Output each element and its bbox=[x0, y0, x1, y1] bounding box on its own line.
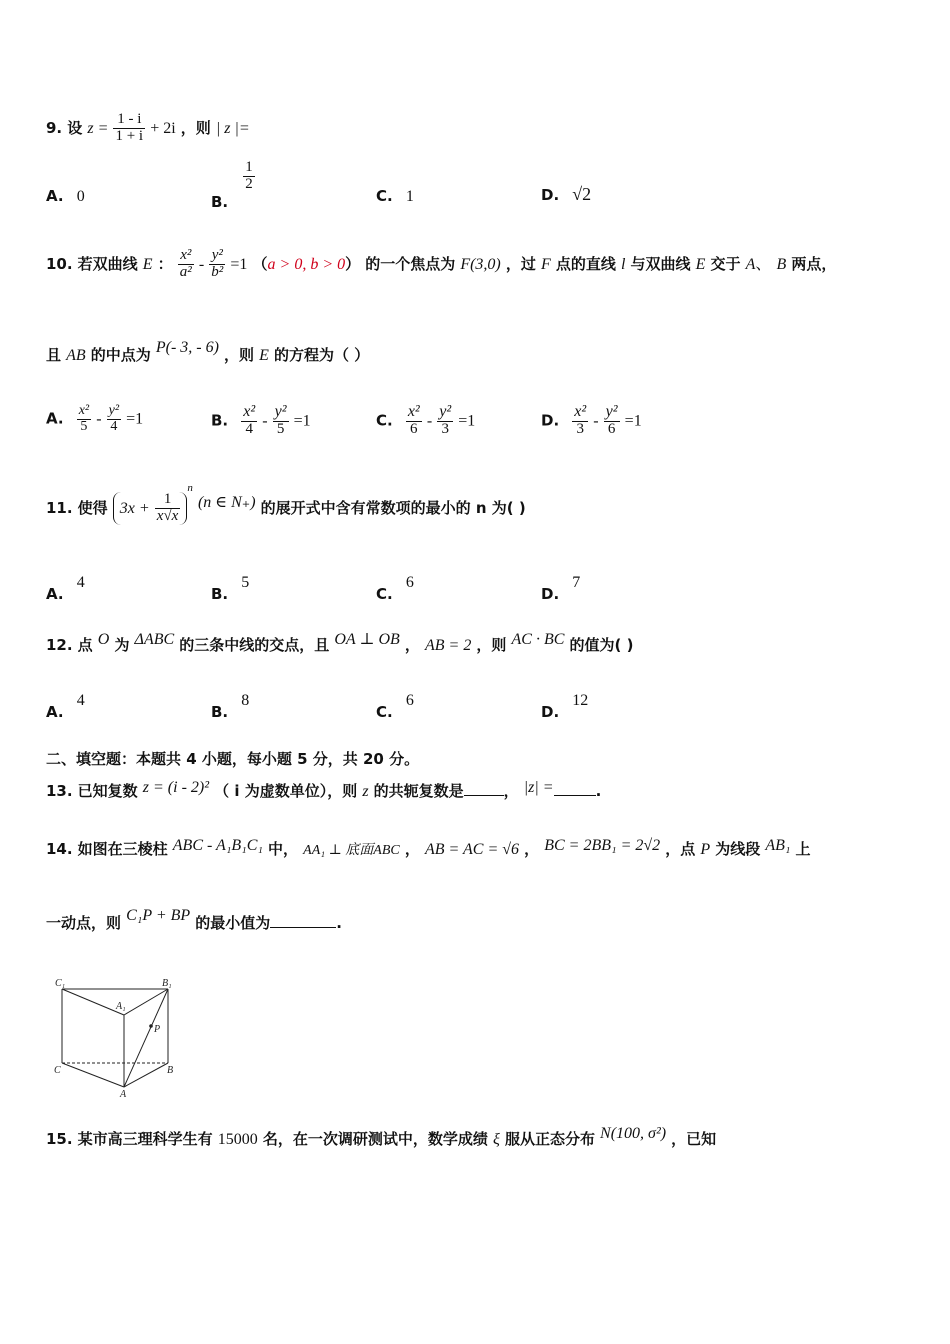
question-text: 两点， bbox=[791, 254, 837, 273]
frac-numerator: x² bbox=[574, 403, 587, 420]
separator: 、 bbox=[755, 255, 772, 273]
question-text: ，则 bbox=[476, 636, 507, 654]
question-14-line2 bbox=[46, 907, 342, 933]
option-c[interactable] bbox=[376, 690, 414, 721]
question-text: 的共轭复数是 bbox=[373, 782, 464, 800]
label-c1: C₁ bbox=[55, 978, 66, 989]
question-text: ，过 bbox=[505, 254, 536, 273]
question-text: 的展开式中含有常数项的最小的 n 为( ) bbox=[260, 498, 526, 517]
frac-denominator: 4 bbox=[245, 420, 253, 437]
fraction bbox=[572, 404, 588, 438]
option-letter: C. bbox=[376, 585, 393, 603]
math-expr: z bbox=[362, 783, 369, 800]
question-text: 的一个焦点为 bbox=[365, 254, 456, 273]
frac-numerator: 1 bbox=[155, 492, 181, 509]
edge-a1-b1 bbox=[124, 989, 168, 1015]
fraction bbox=[243, 160, 255, 193]
frac-denominator: 3 bbox=[441, 420, 449, 437]
question-text: ， bbox=[404, 840, 420, 858]
option-b[interactable] bbox=[211, 159, 255, 211]
question-text: 的最小值为 bbox=[195, 914, 271, 932]
math-expr: O bbox=[97, 631, 110, 648]
option-a[interactable] bbox=[46, 572, 85, 603]
option-letter: B. bbox=[211, 411, 229, 430]
fraction bbox=[77, 404, 91, 434]
question-text: （ bbox=[252, 254, 268, 273]
math-expr: - bbox=[198, 255, 205, 273]
frac-numerator: x² bbox=[243, 403, 256, 420]
question-13 bbox=[46, 780, 601, 801]
frac-numerator: y² bbox=[274, 403, 287, 420]
math-expr: l bbox=[620, 255, 626, 273]
question-text: 服从正态分布 bbox=[504, 1130, 595, 1148]
frac-denominator: x√x bbox=[156, 507, 179, 524]
frac-numerator: y² bbox=[439, 403, 452, 420]
answer-blank[interactable] bbox=[270, 927, 336, 928]
option-letter: A. bbox=[46, 409, 64, 428]
math-expr: ξ bbox=[492, 1131, 500, 1148]
option-value: 4 bbox=[76, 574, 85, 591]
question-12 bbox=[46, 631, 634, 655]
question-number: 11. bbox=[46, 498, 73, 517]
question-number: 15. bbox=[46, 1130, 73, 1148]
question-text: . bbox=[595, 782, 602, 800]
option-c[interactable] bbox=[376, 572, 414, 603]
option-letter: D. bbox=[541, 703, 560, 721]
question-number: 13. bbox=[46, 782, 73, 800]
math-expr: =1 bbox=[624, 412, 642, 430]
option-b[interactable] bbox=[211, 404, 311, 438]
math-expr: AB = 2 bbox=[424, 637, 472, 654]
question-text: 名，在一次调研测试中，数学成绩 bbox=[262, 1130, 488, 1148]
math-expr: E bbox=[695, 255, 706, 273]
math-expr: C₁P + BP bbox=[126, 907, 191, 924]
math-expr: E bbox=[142, 255, 153, 273]
option-letter: C. bbox=[376, 187, 393, 205]
math-expr: + 2i bbox=[150, 119, 176, 137]
frac-numerator: y² bbox=[108, 403, 120, 418]
question-text: 的方程为（ ） bbox=[274, 346, 370, 364]
edge-a-b bbox=[124, 1063, 168, 1087]
math-expr: =1 bbox=[293, 412, 311, 430]
option-c[interactable] bbox=[376, 404, 475, 438]
question-text: ，已知 bbox=[671, 1130, 717, 1148]
question-number: 9. bbox=[46, 118, 63, 137]
answer-blank[interactable] bbox=[554, 795, 596, 796]
math-expr: AA₁ ⊥ 底面ABC bbox=[303, 843, 400, 858]
option-value: 6 bbox=[405, 574, 414, 591]
math-expr: N(100, σ²) bbox=[600, 1125, 667, 1142]
math-expr: =1 bbox=[230, 255, 248, 273]
option-value: 4 bbox=[76, 692, 85, 709]
option-c[interactable] bbox=[376, 186, 414, 206]
frac-numerator: y² bbox=[209, 248, 225, 265]
frac-numerator: x² bbox=[178, 248, 194, 265]
condition: (n ∈ N₊) bbox=[197, 493, 256, 511]
frac-denominator: 3 bbox=[576, 420, 584, 437]
math-expr: =1 bbox=[458, 412, 476, 430]
label-a1: A₁ bbox=[116, 1001, 126, 1012]
question-text: 点 bbox=[77, 636, 93, 654]
question-text: 点的直线 bbox=[555, 254, 616, 273]
math-expr: ΔABC bbox=[134, 631, 175, 648]
math-expr: 3x + bbox=[119, 499, 150, 517]
question-text: ， bbox=[524, 840, 540, 858]
label-b: B bbox=[167, 1065, 174, 1076]
question-text: 某市高三理科学生有 bbox=[77, 1130, 213, 1148]
question-text: ，则 bbox=[180, 118, 211, 137]
condition: a > 0, b > 0 bbox=[267, 255, 346, 273]
question-number: 12. bbox=[46, 636, 73, 654]
edge-c-a bbox=[62, 1063, 124, 1087]
section-title: 二、填空题：本题共 4 小题，每小题 5 分，共 20 分。 bbox=[46, 750, 420, 768]
option-letter: A. bbox=[46, 187, 64, 205]
math-expr: AB₁ bbox=[765, 837, 791, 854]
frac-denominator: 6 bbox=[410, 420, 418, 437]
option-letter: C. bbox=[376, 703, 393, 721]
fraction bbox=[604, 404, 620, 438]
prism-figure bbox=[50, 975, 190, 1100]
question-text: 中， bbox=[268, 840, 299, 858]
question-text: ， bbox=[503, 782, 519, 800]
question-text: ） bbox=[345, 254, 361, 273]
math-expr: BC = 2BB₁ = 2√2 bbox=[544, 837, 661, 854]
question-text: 且 bbox=[46, 346, 62, 364]
fraction bbox=[155, 492, 181, 525]
math-expr: F bbox=[540, 255, 551, 273]
question-text: 若双曲线 bbox=[77, 254, 138, 273]
math-expr: |z| = bbox=[523, 779, 554, 796]
frac-denominator: a² bbox=[179, 263, 192, 280]
frac-numerator: 1 - i bbox=[113, 112, 145, 129]
option-value: 0 bbox=[76, 188, 85, 205]
question-number: 10. bbox=[46, 254, 73, 273]
minus: - bbox=[262, 412, 268, 430]
question-text: 的值为( ) bbox=[569, 636, 634, 654]
answer-blank[interactable] bbox=[464, 795, 504, 796]
label-c: C bbox=[54, 1065, 61, 1076]
question-10 bbox=[46, 248, 836, 281]
option-letter: D. bbox=[541, 186, 560, 204]
option-value: √2 bbox=[572, 184, 592, 204]
math-expr: B bbox=[776, 255, 787, 273]
edge-c1-a1 bbox=[62, 989, 124, 1015]
option-letter: B. bbox=[211, 703, 229, 721]
option-d[interactable] bbox=[541, 572, 581, 603]
minus: - bbox=[593, 412, 599, 430]
math-expr: | z |= bbox=[215, 119, 250, 137]
point-p bbox=[149, 1024, 153, 1028]
question-text: 使得 bbox=[77, 498, 108, 517]
fraction bbox=[107, 404, 121, 434]
frac-numerator: x² bbox=[407, 403, 420, 420]
option-letter: C. bbox=[376, 411, 393, 430]
math-expr: ABC - A₁B₁C₁ bbox=[172, 837, 263, 854]
fraction bbox=[437, 404, 453, 438]
label-p: P bbox=[154, 1024, 161, 1035]
math-expr: AC · BC bbox=[511, 631, 565, 648]
fraction bbox=[178, 248, 194, 281]
option-a[interactable] bbox=[46, 186, 85, 206]
question-9 bbox=[46, 112, 250, 145]
question-10-line2 bbox=[46, 339, 370, 365]
option-a[interactable] bbox=[46, 404, 143, 434]
frac-denominator: 5 bbox=[276, 420, 285, 437]
option-letter: A. bbox=[46, 585, 64, 603]
option-letter: B. bbox=[211, 192, 229, 211]
option-value: 8 bbox=[241, 692, 250, 709]
question-text: 的中点为 bbox=[90, 346, 151, 364]
math-expr: OA ⊥ OB bbox=[334, 631, 400, 648]
option-letter: A. bbox=[46, 703, 64, 721]
question-text: 已知复数 bbox=[77, 782, 138, 800]
question-text: 上 bbox=[795, 840, 811, 858]
frac-denominator: 2 bbox=[245, 175, 253, 192]
question-text: （ i 为虚数单位），则 bbox=[214, 782, 358, 800]
question-text: . bbox=[336, 914, 342, 932]
question-text: 交于 bbox=[710, 254, 741, 273]
fraction bbox=[241, 404, 257, 438]
question-text: 如图在三棱柱 bbox=[77, 840, 168, 858]
fraction bbox=[113, 112, 145, 145]
math-expr: =1 bbox=[126, 410, 144, 428]
question-text: 为线段 bbox=[715, 840, 761, 858]
fraction bbox=[406, 404, 422, 438]
fraction bbox=[273, 404, 289, 438]
label-a: A bbox=[120, 1089, 127, 1100]
fraction bbox=[209, 248, 225, 281]
option-value: 7 bbox=[572, 574, 581, 591]
math-expr: E bbox=[259, 347, 269, 364]
math-expr: F(3,0) bbox=[460, 255, 501, 273]
question-text: ，点 bbox=[665, 840, 696, 858]
question-text: 设 bbox=[67, 118, 83, 137]
frac-denominator: b² bbox=[211, 263, 224, 280]
math-expr: P(- 3, - 6) bbox=[155, 339, 219, 356]
option-value: 5 bbox=[241, 574, 250, 591]
question-number: 14. bbox=[46, 840, 73, 858]
question-text: 为 bbox=[114, 636, 130, 654]
math-expr: P bbox=[700, 841, 711, 858]
frac-numerator: x² bbox=[78, 403, 90, 418]
option-value: 1 bbox=[405, 188, 414, 205]
option-value: 6 bbox=[405, 692, 414, 709]
paren-group bbox=[113, 492, 188, 525]
label-b1: B₁ bbox=[162, 978, 172, 989]
question-text: ，则 bbox=[224, 346, 255, 364]
option-b[interactable] bbox=[211, 572, 250, 603]
option-b[interactable] bbox=[211, 690, 250, 721]
frac-denominator: 5 bbox=[80, 418, 88, 434]
option-d[interactable] bbox=[541, 404, 642, 438]
math-expr: z = (i - 2)² bbox=[142, 779, 210, 796]
option-d[interactable] bbox=[541, 184, 591, 205]
question-11 bbox=[46, 481, 526, 525]
frac-numerator: y² bbox=[605, 403, 618, 420]
frac-denominator: 1 + i bbox=[115, 127, 144, 144]
question-text: ： bbox=[157, 254, 173, 273]
question-text: 的三条中线的交点，且 bbox=[179, 636, 330, 654]
minus: - bbox=[426, 412, 433, 430]
question-text: 一动点，则 bbox=[46, 914, 122, 932]
question-15 bbox=[46, 1125, 717, 1149]
question-14 bbox=[46, 838, 811, 859]
option-letter: D. bbox=[541, 411, 560, 430]
segment-ab1 bbox=[124, 989, 168, 1087]
option-letter: D. bbox=[541, 585, 560, 603]
math-expr: A bbox=[745, 255, 756, 273]
frac-numerator: 1 bbox=[245, 159, 253, 175]
exponent: n bbox=[187, 481, 193, 494]
frac-denominator: 6 bbox=[607, 420, 616, 437]
question-text: ， bbox=[404, 636, 420, 654]
math-expr: 15000 bbox=[217, 1131, 258, 1148]
minus: - bbox=[96, 410, 102, 428]
math-expr: AB = AC = √6 bbox=[424, 841, 520, 858]
option-value: 12 bbox=[572, 692, 589, 709]
frac-denominator: 4 bbox=[110, 418, 118, 434]
option-d[interactable] bbox=[541, 690, 589, 721]
math-expr: z = bbox=[87, 119, 109, 137]
option-letter: B. bbox=[211, 585, 229, 603]
option-a[interactable] bbox=[46, 690, 85, 721]
math-expr: AB bbox=[66, 347, 86, 364]
question-text: 与双曲线 bbox=[630, 254, 691, 273]
